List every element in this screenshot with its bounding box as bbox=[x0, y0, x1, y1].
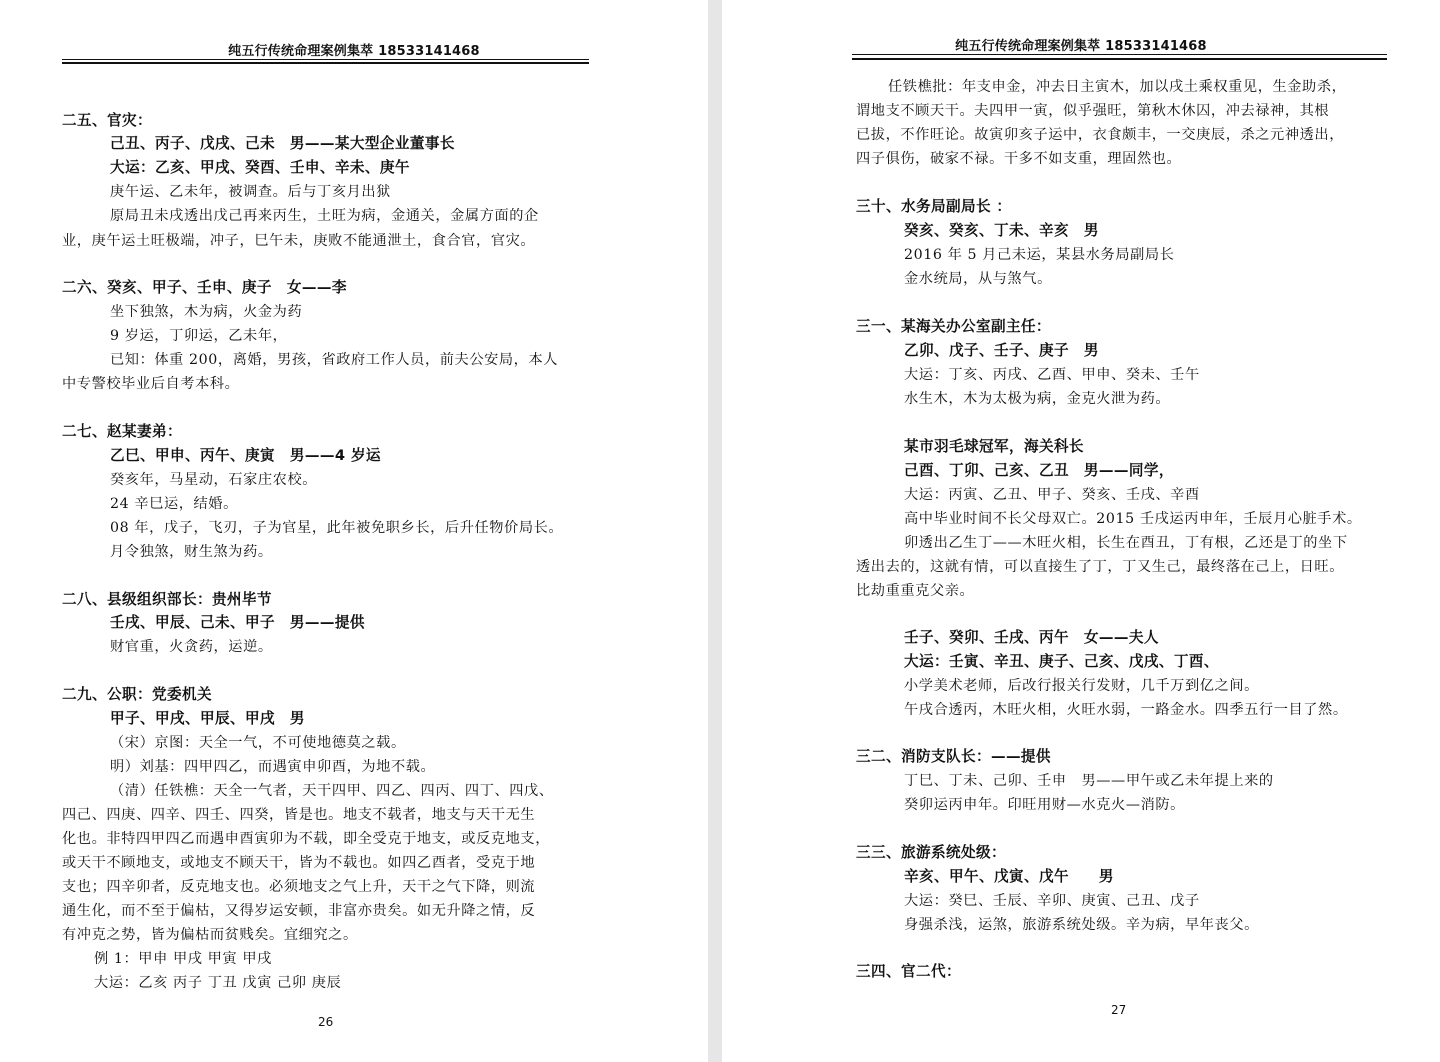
luck-pillars: 大运：丙寅、乙丑、甲子、癸亥、壬戌、辛酉 bbox=[904, 487, 1200, 503]
luck-pillars: 大运：丁亥、丙戌、乙酉、甲申、癸未、壬午 bbox=[904, 367, 1200, 383]
page-gutter bbox=[708, 0, 722, 1062]
section-heading: 三一、某海关办公室副主任： bbox=[856, 318, 1051, 335]
section-heading: 二九、公职：党委机关 bbox=[62, 686, 212, 703]
text-line: 财官重，火贪药，运逆。 bbox=[110, 639, 273, 655]
text-line: 午戌合透丙，木旺火相，火旺水弱，一路金水。四季五行一目了然。 bbox=[904, 702, 1348, 718]
section-heading: 二七、赵某妻弟： bbox=[62, 423, 182, 440]
bazi-chart: 己丑、丙子、戊戌、己未 男——某大型企业董事长 bbox=[110, 135, 455, 152]
page-right bbox=[722, 0, 1440, 1062]
bazi-chart: 甲子、甲戌、甲辰、甲戌 男 bbox=[110, 710, 305, 727]
section-heading: 某市羽毛球冠军，海关科长 bbox=[904, 438, 1084, 455]
text-line: 9 岁运，丁卯运，乙未年， bbox=[110, 328, 288, 344]
text-line: 业，庚午运土旺极端，冲子，巳午未，庚败不能通泄土，食合官，官灾。 bbox=[62, 233, 536, 249]
text-line: 通生化，而不至于偏枯，又得岁运安顿，非富亦贵矣。如无升降之情，反 bbox=[62, 903, 536, 919]
bazi-chart: 乙卯、戊子、壬子、庚子 男 bbox=[904, 342, 1099, 359]
running-header: 纯五行传统命理案例集萃 18533141468 bbox=[228, 44, 480, 59]
text-line: 大运：乙亥 丙子 丁丑 戊寅 己卯 庚辰 bbox=[94, 975, 342, 991]
text-line: 庚午运、乙未年，被调查。后与丁亥月出狱 bbox=[110, 184, 391, 200]
section-heading: 三二、消防支队长：——提供 bbox=[856, 748, 1051, 765]
page-number: 27 bbox=[1111, 1003, 1127, 1017]
text-line: 四己、四庚、四辛、四壬、四癸，皆是也。地支不载者，地支与天干无生 bbox=[62, 807, 536, 823]
bazi-chart: 癸亥、癸亥、丁未、辛亥 男 bbox=[904, 222, 1099, 239]
text-line: 任铁樵批：年支申金，冲去日主寅木，加以戌土乘权重见，生金助杀， bbox=[888, 79, 1347, 95]
page-number: 26 bbox=[318, 1015, 334, 1029]
bazi-chart: 乙巳、甲申、丙午、庚寅 男——4 岁运 bbox=[110, 447, 381, 464]
text-line: 小学美术老师，后改行报关行发财，几千万到亿之间。 bbox=[904, 678, 1259, 694]
text-line: 高中毕业时间不长父母双亡。2015 壬戌运丙申年，壬辰月心脏手术。 bbox=[904, 511, 1362, 527]
text-line: 支也；四辛卯者，反克地支也。必须地支之气上升，天干之气下降，则流 bbox=[62, 879, 536, 895]
text-line: 水生木，木为太极为病，金克火泄为药。 bbox=[904, 391, 1171, 407]
header-rule-thick bbox=[62, 62, 589, 64]
luck-pillars: 大运：乙亥、甲戌、癸酉、壬申、辛未、庚午 bbox=[110, 159, 410, 176]
bazi-chart: 己酉、丁卯、己亥、乙丑 男——同学， bbox=[904, 462, 1174, 479]
section-heading: 三十、水务局副局长 ： bbox=[856, 198, 1012, 215]
section-heading: 二六、癸亥、甲子、壬申、庚子 女——李 bbox=[62, 279, 347, 296]
text-line: 中专警校毕业后自考本科。 bbox=[62, 376, 240, 392]
text-line: 比劫重重克父亲。 bbox=[856, 583, 975, 599]
bazi-chart: 丁巳、丁未、己卯、壬申 男——甲午或乙未年提上来的 bbox=[904, 773, 1274, 789]
text-line: 已知：体重 200，离婚，男孩，省政府工作人员，前夫公安局，本人 bbox=[110, 352, 559, 368]
text-line: 透出去的，这就有情，可以直接生了丁，丁又生己，最终落在己上，日旺。 bbox=[856, 559, 1344, 575]
header-rule-thick bbox=[852, 58, 1387, 60]
text-line: 有冲克之势，皆为偏枯而贫贱矣。宜细究之。 bbox=[62, 927, 358, 943]
section-heading: 二八、县级组织部长：贵州毕节 bbox=[62, 591, 272, 608]
text-line: 明）刘基：四甲四乙，而遇寅申卯酉，为地不载。 bbox=[110, 759, 436, 775]
running-header: 纯五行传统命理案例集萃 18533141468 bbox=[955, 39, 1207, 54]
text-line: 2016 年 5 月己未运，某县水务局副局长 bbox=[904, 247, 1175, 263]
text-line: 08 年，戊子，飞刃，子为官星，此年被免职乡长，后升任物价局长。 bbox=[110, 520, 564, 536]
text-line: 四子俱伤，破家不禄。干多不如支重，理固然也。 bbox=[856, 151, 1182, 167]
text-line: 金水统局，从与煞气。 bbox=[904, 271, 1052, 287]
text-line: 24 辛巳运，结婚。 bbox=[110, 496, 238, 512]
header-rule bbox=[852, 54, 1387, 55]
bazi-chart: 壬戌、甲辰、己未、甲子 男——提供 bbox=[110, 614, 365, 631]
section-heading: 三四、官二代： bbox=[856, 963, 961, 980]
text-line: 原局丑未戌透出戊己再来丙生，土旺为病，金通关，金属方面的企 bbox=[110, 208, 539, 224]
text-line: （清）任铁樵：天全一气者，天干四甲、四乙、四丙、四丁、四戊、 bbox=[110, 783, 554, 799]
bazi-chart: 壬子、癸卯、壬戌、丙午 女——夫人 bbox=[904, 629, 1159, 646]
text-line: 卯透出乙生丁——木旺火相，长生在酉丑，丁有根，乙还是丁的坐下 bbox=[904, 535, 1348, 551]
text-line: （宋）京图：天全一气，不可使地德莫之载。 bbox=[110, 735, 406, 751]
bazi-chart: 辛亥、甲午、戊寅、戊午 男 bbox=[904, 868, 1114, 885]
section-heading: 二五、官灾： bbox=[62, 112, 152, 129]
text-line: 癸卯运丙申年。印旺用财—水克火—消防。 bbox=[904, 797, 1185, 813]
text-line: 癸亥年，马星动，石家庄农校。 bbox=[110, 472, 318, 488]
text-line: 例 1：甲申 甲戌 甲寅 甲戌 bbox=[94, 951, 272, 967]
text-line: 坐下独煞，木为病，火金为药 bbox=[110, 304, 303, 320]
luck-pillars: 大运：壬寅、辛丑、庚子、己亥、戊戌、丁酉、 bbox=[904, 653, 1219, 670]
text-line: 化也。非特四甲四乙而遇申酉寅卯为不载，即全受克于地支，或反克地支， bbox=[62, 831, 550, 847]
text-line: 或天干不顾地支，或地支不顾天干，皆为不载也。如四乙酉者，受克于地 bbox=[62, 855, 536, 871]
luck-pillars: 大运：癸巳、壬辰、辛卯、庚寅、己丑、戊子 bbox=[904, 893, 1200, 909]
text-line: 月令独煞，财生煞为药。 bbox=[110, 544, 273, 560]
page-left bbox=[0, 0, 708, 1062]
text-line: 身强杀浅，运煞，旅游系统处级。辛为病，早年丧父。 bbox=[904, 917, 1259, 933]
text-line: 已拔，不作旺论。故寅卯亥子运中，衣食颇丰，一交庚辰，杀之元神透出， bbox=[856, 127, 1344, 143]
text-line: 谓地支不顾天干。夫四甲一寅，似乎强旺，第秋木休囚，冲去禄神，其根 bbox=[856, 103, 1330, 119]
header-rule bbox=[62, 59, 589, 60]
section-heading: 三三、旅游系统处级： bbox=[856, 844, 1006, 861]
